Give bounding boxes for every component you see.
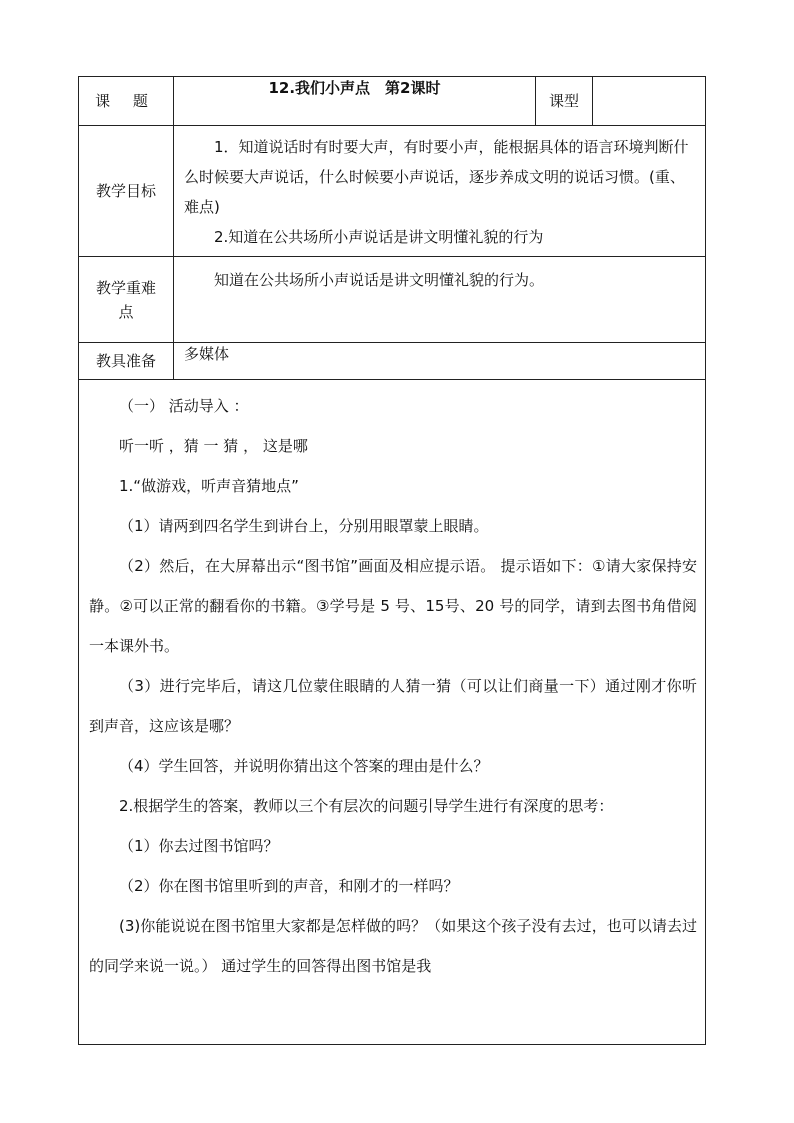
goals-content bbox=[174, 126, 706, 257]
key-points-text: 知道在公共场所小声说话是讲文明懂礼貌的行为。 bbox=[214, 271, 545, 289]
process-paragraph: (3)你能说说在图书馆里大家都是怎样做的吗？（如果这个孩子没有去过，也可以请去过的同学来说一说。） 通过学生的回答得出图书馆是我 bbox=[89, 917, 697, 975]
goals-row bbox=[79, 126, 706, 257]
process-paragraph: （2）然后，在大屏幕出示“图书馆”画面及相应提示语。 提示语如下：①请大家保持安静。②可以正常的翻看你的书籍。③学号是 5 号、15号、20 号的同学，请到去图书角借阅一本课外书。 bbox=[89, 557, 697, 655]
process-paragraph: （1）请两到四名学生到讲台上，分别用眼罩蒙上眼睛。 bbox=[119, 517, 489, 535]
tools-row bbox=[79, 343, 706, 380]
tools-label: 教具准备 bbox=[79, 343, 174, 380]
goals-label: 教学目标 bbox=[79, 126, 174, 257]
process-paragraph: （一） 活动导入 ： bbox=[119, 397, 249, 415]
process-paragraph: （2）你在图书馆里听到的声音，和刚才的一样吗？ bbox=[119, 877, 459, 895]
header-row bbox=[79, 77, 706, 126]
process-paragraph: （1）你去过图书馆吗？ bbox=[119, 837, 279, 855]
goal-item: 2.知道在公共场所小声说话是讲文明懂礼貌的行为 bbox=[214, 228, 544, 246]
process-paragraph: （3）进行完毕后，请这几位蒙住眼睛的人猜一猜（可以让们商量一下）通过刚才你听到声音，这应该是哪？ bbox=[89, 677, 697, 735]
teaching-process bbox=[79, 380, 706, 1045]
key-points-label: 教学重难点 bbox=[79, 257, 174, 343]
lesson-plan-table bbox=[78, 76, 706, 1045]
goal-item: 1．知道说话时有时要大声，有时要小声，能根据具体的语言环境判断什么时候要大声说话，什么时候要小声说话，逐步养成文明的说话习惯。(重、难点) bbox=[184, 138, 689, 216]
process-paragraph: （4）学生回答，并说明你猜出这个答案的理由是什么？ bbox=[119, 757, 489, 775]
tools-value: 多媒体 bbox=[174, 343, 706, 380]
process-paragraph: 听一听 ，猜 一 猜 ， 这是哪 bbox=[119, 437, 308, 455]
lesson-type-value bbox=[593, 77, 706, 126]
process-paragraph: 1.“做游戏，听声音猜地点” bbox=[119, 477, 299, 495]
process-row bbox=[79, 380, 706, 1045]
key-points-content bbox=[174, 257, 706, 343]
lesson-type-label: 课型 bbox=[536, 77, 593, 126]
key-points-row bbox=[79, 257, 706, 343]
process-paragraph: 2.根据学生的答案，教师以三个有层次的问题引导学生进行有深度的思考： bbox=[119, 797, 614, 815]
lesson-title: 12.我们小声点 第2课时 bbox=[174, 77, 536, 126]
topic-label: 课 题 bbox=[79, 77, 174, 126]
